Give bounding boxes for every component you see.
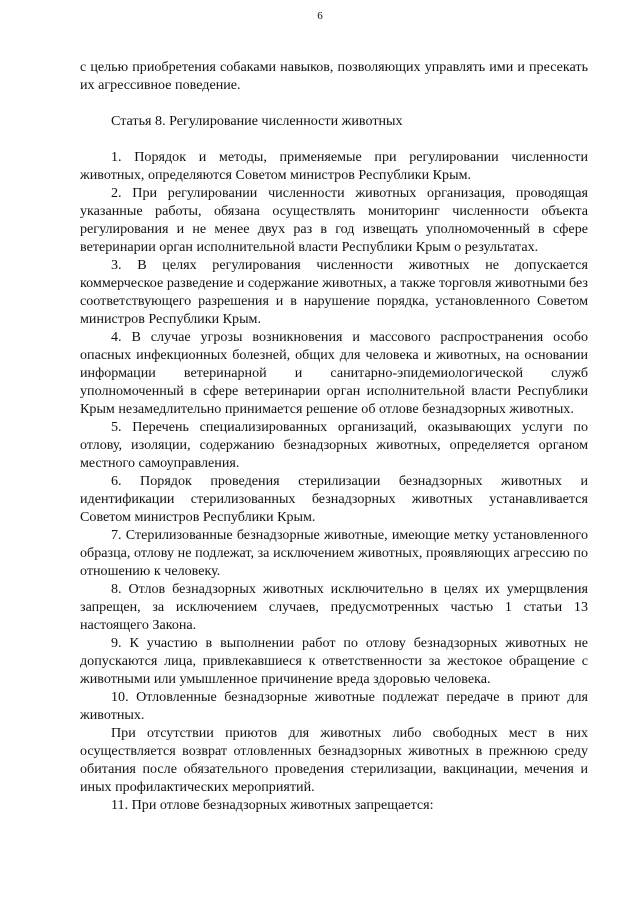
document-body — [80, 58, 588, 814]
paragraph-10-continued: При отсутствии приютов для животных либо свободных мест в них осуществляется возврат отловленных безнадзорных животных в прежнюю среду обитания после обязательного проведения стерилизации, вакцинации, мечения и иных профилактических мероприятий. — [80, 725, 588, 795]
paragraph-5: 5. Перечень специализированных организаций, оказывающих услуги по отлову, изоляции, содержанию безнадзорных животных, определяется органом местного самоуправления. — [80, 419, 588, 471]
paragraph-9: 9. К участию в выполнении работ по отлову безнадзорных животных не допускаются лица, привлекавшиеся к ответственности за жестокое обращение с животными или умышленное причинение вреда здоровью человека. — [80, 635, 588, 687]
paragraph-6: 6. Порядок проведения стерилизации безнадзорных животных и идентификации стерилизованных безнадзорных животных устанавливается Советом министров Республики Крым. — [80, 473, 588, 525]
paragraph-7: 7. Стерилизованные безнадзорные животные, имеющие метку установленного образца, отлову не подлежат, за исключением животных, проявляющих агрессию по отношению к человеку. — [80, 527, 588, 579]
paragraph-4: 4. В случае угрозы возникновения и массового распространения особо опасных инфекционных болезней, общих для человека и животных, на основании информации ветеринарной и санитарно-эпидемиологической служб уполномоченный в сфере ветеринарии орган исполнительной власти Республики Крым незамедлительно принимается решение об отлове безнадзорных животных. — [80, 329, 588, 417]
paragraph-1: 1. Порядок и методы, применяемые при регулировании численности животных, определяются Советом министров Республики Крым. — [80, 149, 588, 183]
paragraph-8: 8. Отлов безнадзорных животных исключительно в целях их умерщвления запрещен, за исключением случаев, предусмотренных частью 1 статьи 13 настоящего Закона. — [80, 581, 588, 633]
paragraph-10: 10. Отловленные безнадзорные животные подлежат передаче в приют для животных. — [80, 689, 588, 723]
paragraph-3: 3. В целях регулирования численности животных не допускается коммерческое разведение и содержание животных, а также торговля животными без соответствующего разрешения и в нарушение порядка, установленного Советом министров Республики Крым. — [80, 257, 588, 327]
intro-paragraph: с целью приобретения собаками навыков, позволяющих управлять ими и пресекать их агрессивное поведение. — [80, 59, 588, 93]
paragraph-2: 2. При регулировании численности животных организация, проводящая указанные работы, обязана осуществлять мониторинг численности объекта регулирования и не менее двух раз в год извещать уполномоченный в сфере ветеринарии орган исполнительной власти Республики Крым о результатах. — [80, 185, 588, 255]
paragraph-11: 11. При отлове безнадзорных животных запрещается: — [111, 797, 434, 813]
page-number: 6 — [317, 10, 323, 22]
article-heading: Статья 8. Регулирование численности животных — [111, 113, 403, 129]
